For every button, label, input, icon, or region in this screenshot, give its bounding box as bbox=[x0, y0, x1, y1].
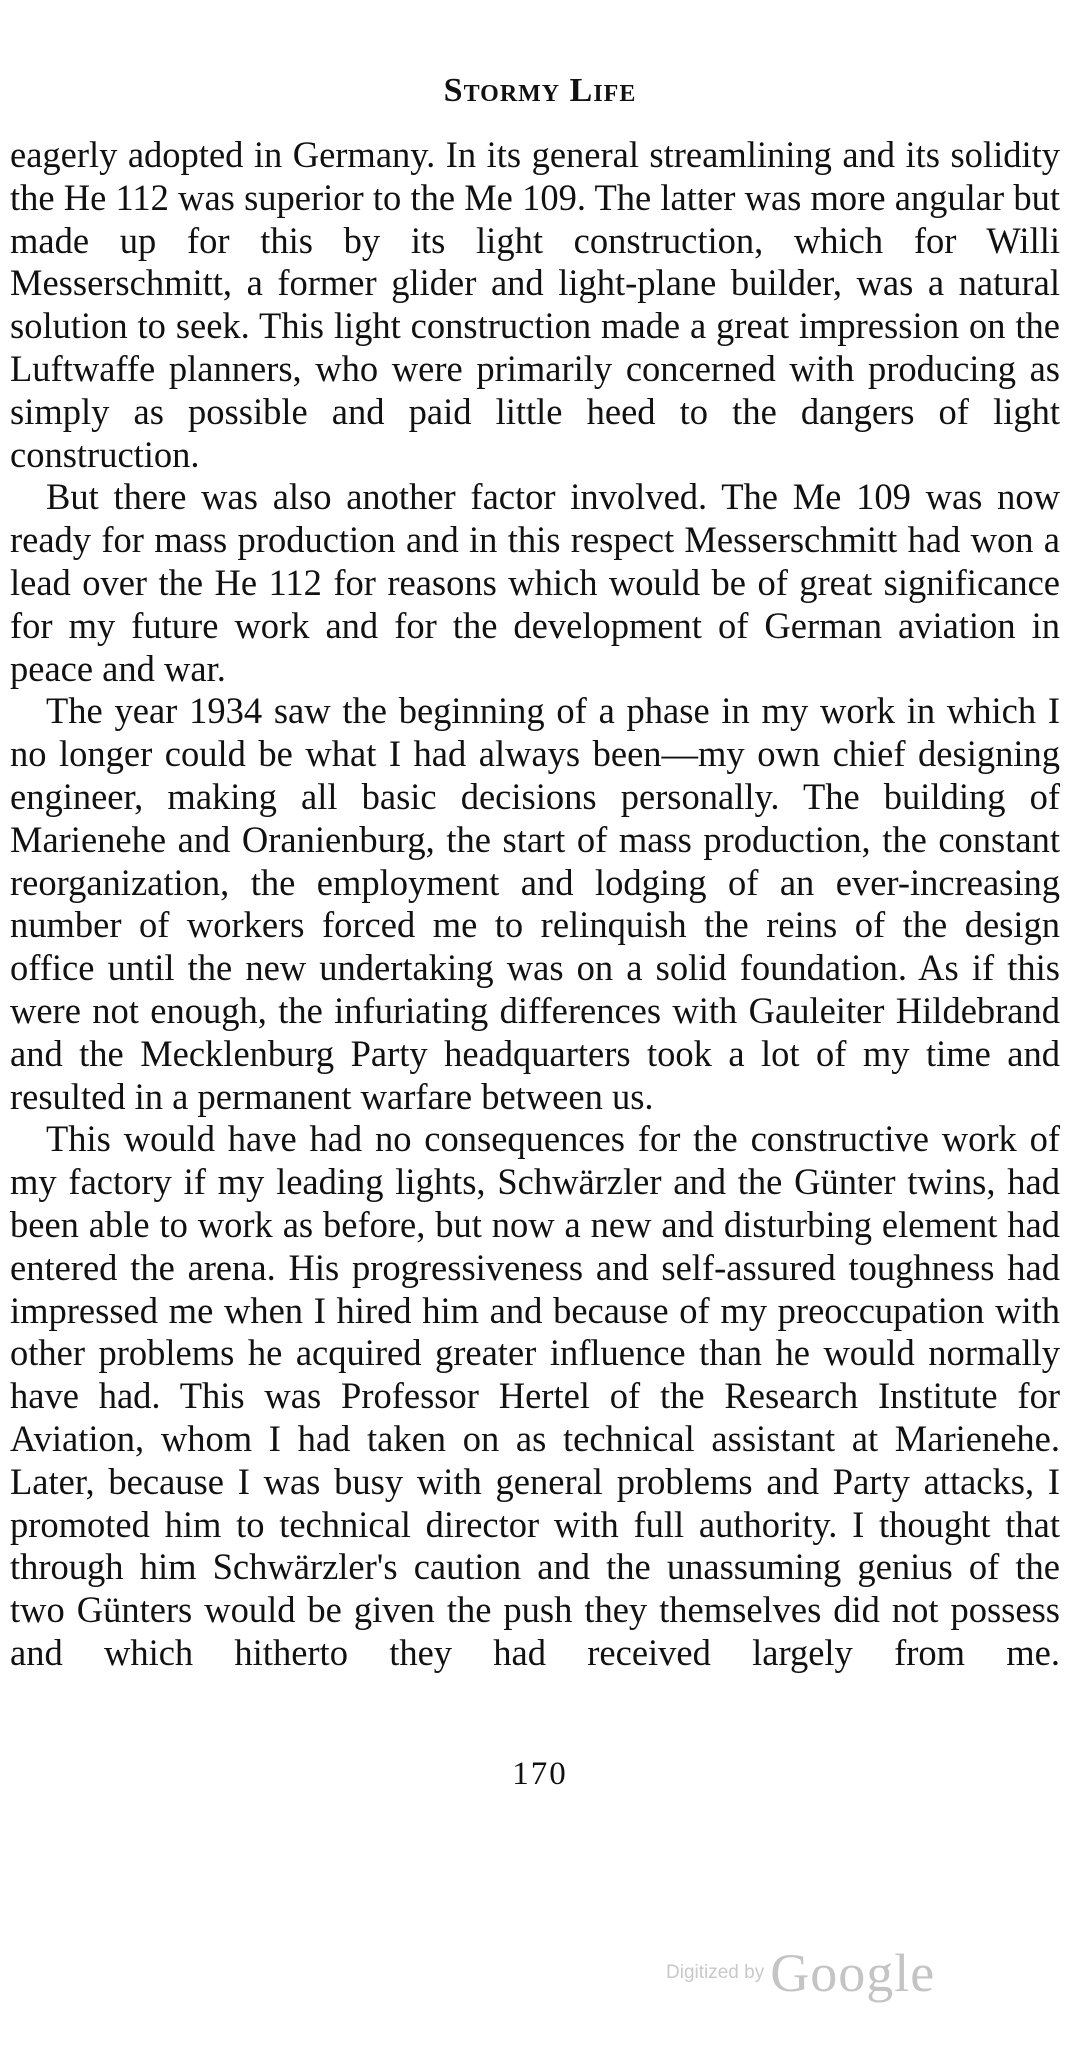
paragraph-1: eagerly adopted in Germany. In its general streamlining and its solidity the He 112 was superior to the Me 109. The latter was more angular but made up for this by its light construction, which for Willi Messerschmitt, a former glider and light-plane builder, was a natural solution to seek. This light construction made a great impression on the Luftwaffe planners, who were primarily concerned with producing as simply as possible and paid little heed to the dangers of light construction. bbox=[10, 134, 1060, 475]
body-text bbox=[10, 134, 1060, 1675]
page-number: 170 bbox=[512, 1756, 568, 1792]
digitized-label: Digitized by bbox=[666, 1962, 765, 1983]
google-logo: Google bbox=[770, 1943, 936, 2003]
paragraph-3: The year 1934 saw the beginning of a phase in my work in which I no longer could be what I had always been—my own chief designing engineer, making all basic decisions personally. The building of Marienehe and Oranienburg, the start of mass production, the constant reorganization, the employment and lodging of an ever-increasing number of workers forced me to relinquish the reins of the design office until the new undertaking was on a solid foundation. As if this were not enough, the infuriating differences with Gauleiter Hildebrand and the Mecklenburg Party headquarters took a lot of my time and resulted in a permanent warfare between us. bbox=[10, 690, 1060, 1117]
paragraph-4: This would have had no consequences for the constructive work of my factory if my leading lights, Schwärzler and the Günter twins, had been able to work as before, but now a new and disturbing element had entered the arena. His progressiveness and self-assured toughness had impressed me when I hired him and because of my preoccupation with other problems he acquired greater influence than he would normally have had. This was Professor Hertel of the Research Institute for Aviation, whom I had taken on as technical assistant at Marienehe. Later, because I was busy with general problems and Party attacks, I promoted him to technical director with full authority. I thought that through him Schwärzler's caution and the unassuming genius of the two Günters would be given the push they themselves did not possess and which hitherto they had received largely from me. bbox=[10, 1118, 1060, 1673]
digitized-watermark bbox=[666, 1942, 935, 2004]
paragraph-2: But there was also another factor involved. The Me 109 was now ready for mass production and in this respect Messerschmitt had won a lead over the He 112 for reasons which would be of great significance for my future work and for the development of German aviation in peace and war. bbox=[10, 476, 1060, 689]
running-head: Stormy Life bbox=[443, 72, 637, 109]
